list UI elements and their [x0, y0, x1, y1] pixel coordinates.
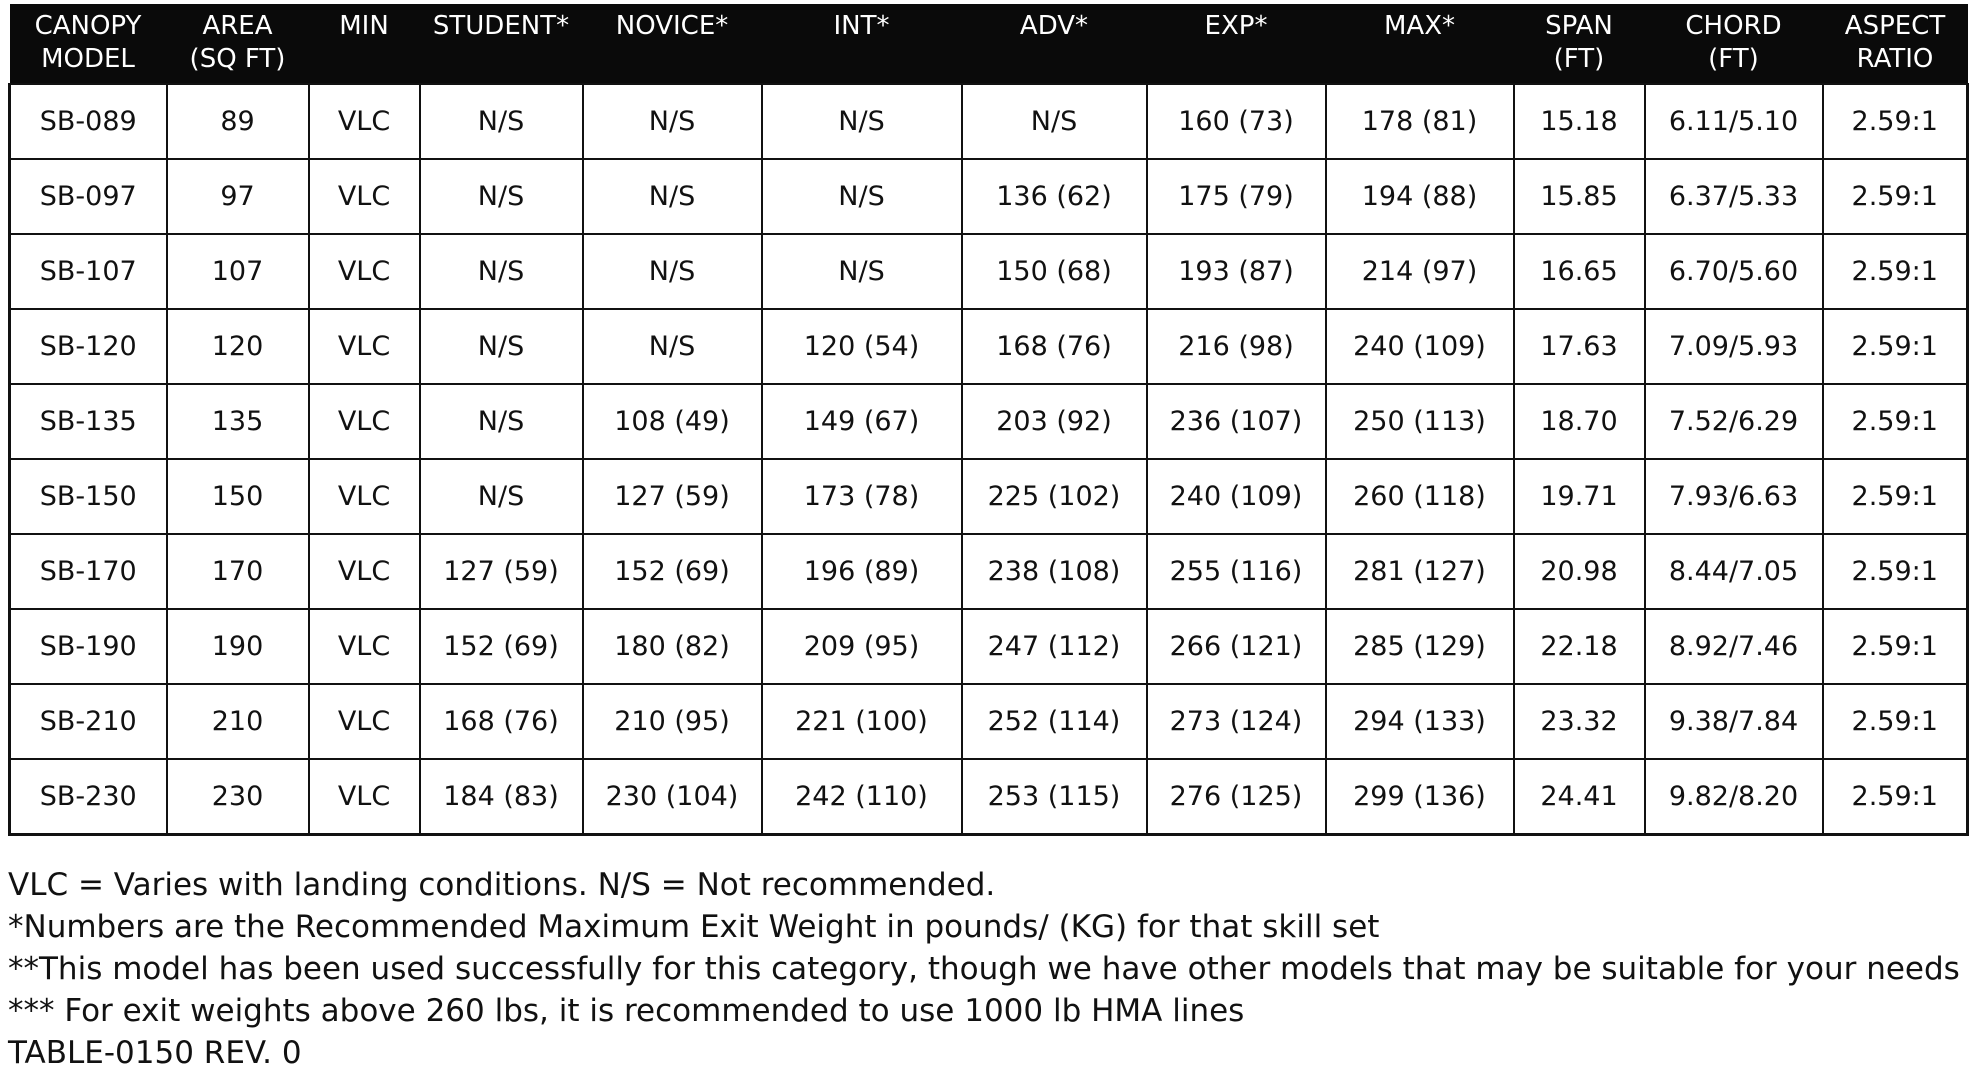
table-cell-max: 214 (97) [1326, 234, 1514, 309]
table-cell-span: 16.65 [1514, 234, 1645, 309]
table-cell-exp: 240 (109) [1147, 459, 1326, 534]
table-row [10, 609, 1968, 684]
table-cell-novice: 230 (104) [583, 759, 762, 834]
table-cell-exp: 216 (98) [1147, 309, 1326, 384]
column-header-line [764, 43, 960, 76]
table-cell-max: 178 (81) [1326, 84, 1514, 159]
table-cell-min: VLC [309, 309, 420, 384]
table-cell-student: N/S [420, 84, 583, 159]
table-cell-chord: 7.09/5.93 [1645, 309, 1823, 384]
canopy-spec-sheet [8, 4, 1966, 836]
table-cell-canopy-model: SB-120 [10, 309, 167, 384]
table-cell-span: 19.71 [1514, 459, 1645, 534]
table-cell-int: 221 (100) [762, 684, 962, 759]
table-cell-student: 184 (83) [420, 759, 583, 834]
table-cell-adv: 253 (115) [962, 759, 1147, 834]
table-row [10, 159, 1968, 234]
table-row [10, 684, 1968, 759]
table-cell-chord: 8.44/7.05 [1645, 534, 1823, 609]
table-cell-adv: 168 (76) [962, 309, 1147, 384]
column-header-int [762, 4, 962, 84]
table-cell-max: 299 (136) [1326, 759, 1514, 834]
column-header-line [1149, 43, 1324, 76]
note-vlc-ns: VLC = Varies with landing conditions. N/S = Not recommended. [8, 867, 996, 903]
table-cell-span: 15.85 [1514, 159, 1645, 234]
table-row [10, 459, 1968, 534]
column-header-max [1326, 4, 1514, 84]
table-cell-span: 20.98 [1514, 534, 1645, 609]
note-hma-lines: *** For exit weights above 260 lbs, it is recommended to use 1000 lb HMA lines [8, 993, 1245, 1029]
column-header-aspect-ratio [1823, 4, 1968, 84]
table-cell-novice: N/S [583, 309, 762, 384]
table-cell-area: 210 [167, 684, 309, 759]
table-cell-max: 260 (118) [1326, 459, 1514, 534]
column-header-line: RATIO [1856, 44, 1934, 74]
table-cell-student: N/S [420, 309, 583, 384]
note-model-category: **This model has been used successfully for this category, though we have other models that may be suitable for your needs [8, 951, 1960, 987]
table-cell-max: 285 (129) [1326, 609, 1514, 684]
table-cell-student: N/S [420, 384, 583, 459]
table-cell-novice: 152 (69) [583, 534, 762, 609]
table-cell-max: 294 (133) [1326, 684, 1514, 759]
table-cell-student: N/S [420, 234, 583, 309]
table-cell-exp: 255 (116) [1147, 534, 1326, 609]
table-cell-chord: 7.52/6.29 [1645, 384, 1823, 459]
table-cell-max: 250 (113) [1326, 384, 1514, 459]
table-cell-adv: 150 (68) [962, 234, 1147, 309]
table-cell-novice: N/S [583, 234, 762, 309]
column-header-line: AREA [202, 11, 273, 41]
table-cell-student: 168 (76) [420, 684, 583, 759]
table-cell-exp: 276 (125) [1147, 759, 1326, 834]
column-header-line: STUDENT* [432, 11, 570, 41]
column-header-line [422, 43, 581, 76]
column-header-line: CANOPY [34, 11, 142, 41]
column-header-line: (FT) [1708, 44, 1759, 74]
table-cell-canopy-model: SB-210 [10, 684, 167, 759]
table-cell-max: 194 (88) [1326, 159, 1514, 234]
table-cell-aspect-ratio: 2.59:1 [1823, 384, 1968, 459]
table-cell-aspect-ratio: 2.59:1 [1823, 459, 1968, 534]
table-cell-adv: 225 (102) [962, 459, 1147, 534]
table-cell-chord: 6.11/5.10 [1645, 84, 1823, 159]
table-cell-min: VLC [309, 534, 420, 609]
column-header-line [311, 43, 418, 76]
table-cell-exp: 160 (73) [1147, 84, 1326, 159]
table-cell-adv: 247 (112) [962, 609, 1147, 684]
column-header-line: EXP* [1204, 11, 1268, 41]
table-row [10, 84, 1968, 159]
table-cell-student: 127 (59) [420, 534, 583, 609]
column-header-line [964, 43, 1145, 76]
table-cell-novice: N/S [583, 84, 762, 159]
table-row [10, 759, 1968, 834]
table-row [10, 234, 1968, 309]
column-header-area [167, 4, 309, 84]
table-cell-min: VLC [309, 84, 420, 159]
table-cell-novice: 180 (82) [583, 609, 762, 684]
table-cell-span: 24.41 [1514, 759, 1645, 834]
table-cell-canopy-model: SB-190 [10, 609, 167, 684]
column-header-student [420, 4, 583, 84]
table-cell-aspect-ratio: 2.59:1 [1823, 159, 1968, 234]
column-header-span [1514, 4, 1645, 84]
table-cell-novice: N/S [583, 159, 762, 234]
column-header-line: ADV* [1019, 11, 1089, 41]
table-cell-aspect-ratio: 2.59:1 [1823, 234, 1968, 309]
table-cell-min: VLC [309, 234, 420, 309]
table-cell-area: 107 [167, 234, 309, 309]
table-cell-span: 23.32 [1514, 684, 1645, 759]
table-cell-exp: 273 (124) [1147, 684, 1326, 759]
table-cell-chord: 6.37/5.33 [1645, 159, 1823, 234]
table-cell-aspect-ratio: 2.59:1 [1823, 534, 1968, 609]
table-cell-min: VLC [309, 159, 420, 234]
table-cell-canopy-model: SB-107 [10, 234, 167, 309]
table-cell-chord: 9.82/8.20 [1645, 759, 1823, 834]
column-header-line: CHORD [1685, 11, 1782, 41]
table-cell-area: 170 [167, 534, 309, 609]
table-cell-exp: 193 (87) [1147, 234, 1326, 309]
table-cell-chord: 7.93/6.63 [1645, 459, 1823, 534]
table-cell-area: 120 [167, 309, 309, 384]
table-cell-min: VLC [309, 684, 420, 759]
table-cell-adv: 252 (114) [962, 684, 1147, 759]
table-cell-adv: 136 (62) [962, 159, 1147, 234]
table-cell-area: 150 [167, 459, 309, 534]
table-cell-aspect-ratio: 2.59:1 [1823, 684, 1968, 759]
table-cell-area: 97 [167, 159, 309, 234]
table-cell-student: N/S [420, 159, 583, 234]
column-header-canopy-model [10, 4, 167, 84]
table-cell-novice: 108 (49) [583, 384, 762, 459]
table-cell-canopy-model: SB-230 [10, 759, 167, 834]
column-header-line: ASPECT [1844, 11, 1946, 41]
table-cell-novice: 127 (59) [583, 459, 762, 534]
table-cell-aspect-ratio: 2.59:1 [1823, 84, 1968, 159]
table-row [10, 534, 1968, 609]
table-cell-area: 89 [167, 84, 309, 159]
table-cell-int: N/S [762, 84, 962, 159]
table-cell-adv: 203 (92) [962, 384, 1147, 459]
column-header-line: MIN [339, 11, 389, 41]
note-exit-weight: *Numbers are the Recommended Maximum Exit Weight in pounds/ (KG) for that skill set [8, 909, 1380, 945]
table-cell-int: 173 (78) [762, 459, 962, 534]
table-cell-int: 196 (89) [762, 534, 962, 609]
table-cell-min: VLC [309, 459, 420, 534]
table-cell-canopy-model: SB-089 [10, 84, 167, 159]
column-header-adv [962, 4, 1147, 84]
header-row [10, 4, 1968, 84]
column-header-line [1328, 43, 1512, 76]
table-cell-student: N/S [420, 459, 583, 534]
table-cell-exp: 266 (121) [1147, 609, 1326, 684]
table-cell-exp: 175 (79) [1147, 159, 1326, 234]
table-cell-aspect-ratio: 2.59:1 [1823, 609, 1968, 684]
table-cell-span: 18.70 [1514, 384, 1645, 459]
column-header-line: INT* [833, 11, 890, 41]
column-header-line: SPAN [1545, 11, 1613, 41]
table-row [10, 384, 1968, 459]
table-cell-min: VLC [309, 759, 420, 834]
column-header-line: MAX* [1383, 11, 1456, 41]
table-cell-student: 152 (69) [420, 609, 583, 684]
table-revision: TABLE-0150 REV. 0 [8, 1035, 302, 1071]
table-cell-canopy-model: SB-097 [10, 159, 167, 234]
table-cell-span: 15.18 [1514, 84, 1645, 159]
table-cell-max: 240 (109) [1326, 309, 1514, 384]
table-cell-min: VLC [309, 609, 420, 684]
table-cell-area: 230 [167, 759, 309, 834]
table-cell-chord: 8.92/7.46 [1645, 609, 1823, 684]
table-row [10, 309, 1968, 384]
canopy-spec-table [8, 4, 1969, 836]
column-header-line: (SQ FT) [189, 44, 286, 74]
table-cell-adv: N/S [962, 84, 1147, 159]
table-cell-exp: 236 (107) [1147, 384, 1326, 459]
table-cell-novice: 210 (95) [583, 684, 762, 759]
table-cell-chord: 9.38/7.84 [1645, 684, 1823, 759]
table-cell-span: 17.63 [1514, 309, 1645, 384]
table-cell-int: 120 (54) [762, 309, 962, 384]
table-cell-max: 281 (127) [1326, 534, 1514, 609]
table-cell-aspect-ratio: 2.59:1 [1823, 309, 1968, 384]
table-cell-canopy-model: SB-150 [10, 459, 167, 534]
table-cell-span: 22.18 [1514, 609, 1645, 684]
table-cell-int: N/S [762, 159, 962, 234]
table-cell-int: N/S [762, 234, 962, 309]
table-body [10, 84, 1968, 834]
table-cell-canopy-model: SB-170 [10, 534, 167, 609]
table-header [10, 4, 1968, 84]
column-header-line [585, 43, 760, 76]
column-header-chord [1645, 4, 1823, 84]
table-cell-int: 149 (67) [762, 384, 962, 459]
column-header-exp [1147, 4, 1326, 84]
column-header-line: MODEL [41, 44, 135, 74]
table-cell-chord: 6.70/5.60 [1645, 234, 1823, 309]
table-cell-int: 209 (95) [762, 609, 962, 684]
column-header-line: (FT) [1553, 44, 1605, 74]
table-notes [8, 864, 1966, 1074]
column-header-line: NOVICE* [615, 11, 729, 41]
column-header-novice [583, 4, 762, 84]
table-cell-area: 135 [167, 384, 309, 459]
table-cell-canopy-model: SB-135 [10, 384, 167, 459]
table-cell-adv: 238 (108) [962, 534, 1147, 609]
column-header-min [309, 4, 420, 84]
table-cell-int: 242 (110) [762, 759, 962, 834]
table-cell-min: VLC [309, 384, 420, 459]
table-cell-aspect-ratio: 2.59:1 [1823, 759, 1968, 834]
table-cell-area: 190 [167, 609, 309, 684]
